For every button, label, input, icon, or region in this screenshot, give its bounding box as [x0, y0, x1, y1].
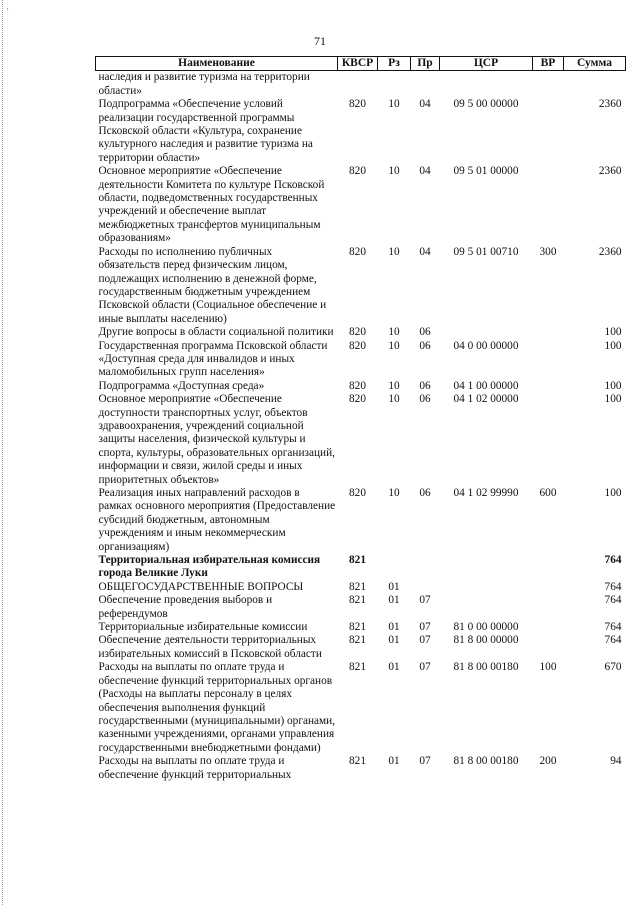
cell-kvsr: 821	[349, 755, 366, 768]
cell-vr	[533, 621, 564, 634]
cell-sum: 764	[604, 580, 622, 593]
cell-rz: 01	[388, 594, 400, 607]
cell-vr	[533, 71, 564, 98]
cell-rz: 01	[388, 634, 400, 647]
cell-name: Обеспечение проведения выборов и референдумов	[98, 594, 273, 620]
cell-rz: 10	[388, 487, 400, 499]
cell-kvsr: 821	[349, 634, 366, 647]
cell-sum: 94	[610, 755, 622, 768]
table-row	[96, 246, 626, 326]
cell-csr: 81 8 00 00000	[453, 634, 519, 647]
cell-name: Основное мероприятие «Обеспечение деятельности Комитета по культуре Псковской области, подведомственных государственных учреждений и обеспечение выплат межбюджетных трансфертов муниципальным образованиям»	[98, 165, 325, 245]
cell-vr	[533, 380, 564, 393]
cell-name: Подпрограмма «Доступная среда»	[98, 379, 265, 392]
cell-pr: 06	[419, 487, 431, 499]
cell-csr: 04 0 00 00000	[453, 339, 519, 352]
cell-name: Обеспечение деятельности территориальных избирательных комиссий в Псковской области	[98, 634, 322, 660]
table-row	[96, 621, 626, 634]
cell-pr: 07	[419, 594, 431, 607]
header-vr: ВР	[533, 57, 564, 71]
cell-pr: 06	[419, 393, 431, 406]
cell-vr	[533, 581, 564, 594]
cell-name: Подпрограмма «Обеспечение условий реализации государственной программы Псковской области «Культура, сохранение культурного наследия и развитие туризма на территории области»	[98, 98, 313, 164]
cell-rz: 01	[388, 755, 400, 768]
cell-sum: 2360	[598, 245, 622, 258]
cell-name: ОБЩЕГОСУДАРСТВЕННЫЕ ВОПРОСЫ	[98, 580, 304, 593]
cell-csr: 04 1 02 00000	[453, 393, 519, 406]
cell-sum: 764	[604, 554, 622, 567]
table-row	[96, 581, 626, 594]
cell-pr: 07	[419, 755, 431, 768]
table-row	[96, 340, 626, 380]
header-rz: Рз	[378, 57, 411, 71]
cell-vr	[533, 340, 564, 380]
cell-pr	[411, 581, 440, 594]
cell-kvsr: 820	[349, 165, 366, 178]
table-row	[96, 393, 626, 487]
table-row	[96, 554, 626, 581]
cell-sum	[564, 71, 626, 98]
cell-vr: 600	[539, 487, 557, 499]
table-row	[96, 594, 626, 621]
cell-pr: 07	[419, 661, 431, 674]
cell-rz: 01	[388, 621, 400, 634]
header-kvsr: КВСР	[338, 57, 378, 71]
cell-kvsr: 820	[349, 379, 366, 392]
cell-pr	[411, 554, 440, 581]
cell-kvsr: 821	[349, 554, 366, 567]
header-csr: ЦСР	[440, 57, 533, 71]
cell-vr: 200	[539, 755, 557, 768]
cell-kvsr: 820	[349, 245, 366, 258]
cell-csr: 81 8 00 00180	[453, 661, 519, 674]
cell-kvsr: 820	[349, 339, 366, 352]
cell-name: Расходы на выплаты по оплате труда и обеспечение функций территориальных	[98, 755, 292, 781]
cell-vr	[533, 165, 564, 245]
cell-name: наследия и развитие туризма на территории области»	[98, 71, 310, 97]
cell-rz: 10	[388, 339, 400, 352]
cell-vr	[533, 594, 564, 621]
cell-sum: 100	[604, 326, 622, 339]
cell-name: Другие вопросы в области социальной политики	[98, 326, 334, 339]
cell-csr: 09 5 01 00000	[453, 165, 519, 178]
cell-csr: 04 1 00 00000	[453, 379, 519, 392]
cell-vr: 300	[539, 245, 557, 258]
cell-kvsr: 821	[349, 621, 366, 634]
cell-rz	[378, 71, 411, 98]
cell-kvsr: 821	[349, 580, 366, 593]
cell-pr: 04	[419, 165, 431, 178]
cell-vr	[533, 393, 564, 487]
cell-pr: 06	[419, 339, 431, 352]
cell-sum: 2360	[598, 165, 622, 178]
cell-kvsr	[338, 71, 378, 98]
cell-csr	[440, 581, 533, 594]
table-row	[96, 755, 626, 782]
cell-sum: 100	[604, 393, 622, 406]
cell-rz	[378, 554, 411, 581]
cell-sum: 764	[604, 621, 622, 634]
table-row	[96, 165, 626, 245]
header-pr: Пр	[411, 57, 440, 71]
cell-name: Расходы по исполнению публичных обязательств перед физическим лицом, подлежащих исполнению в денежной форме, государственным бюджетным учреждением Псковской области (Социальное обеспечение и иные выплаты населению)	[98, 245, 327, 325]
cell-csr	[440, 326, 533, 339]
header-sum: Сумма	[564, 57, 626, 71]
cell-csr: 09 5 00 00000	[453, 98, 519, 111]
cell-pr: 04	[419, 245, 431, 258]
cell-rz: 10	[388, 245, 400, 258]
cell-name: Расходы на выплаты по оплате труда и обеспечение функций территориальных органов (Расходы на выплаты персоналу в целях обеспечения выполнения функций государственными (муниципальными) органами, казенными учреждениями, органами управления государственными внебюджетными фондами)	[98, 661, 336, 754]
table-row	[96, 661, 626, 755]
cell-csr: 09 5 01 00710	[453, 245, 519, 258]
cell-kvsr: 820	[349, 487, 366, 499]
cell-csr	[440, 554, 533, 581]
cell-vr	[533, 634, 564, 661]
cell-name: Основное мероприятие «Обеспечение доступности транспортных услуг, объектов здравоохранения, учреждений социальной защиты населения, физической культуры и спорта, культуры, образовательных организаций, информации и связи, жилой среды и иных приоритетных объектов»	[98, 393, 335, 486]
cell-csr: 81 8 00 00180	[453, 755, 519, 768]
cell-rz: 01	[388, 661, 400, 674]
cell-name: Государственная программа Псковской области «Доступная среда для инвалидов и иных маломобильных групп населения»	[98, 339, 328, 379]
cell-sum: 764	[604, 634, 622, 647]
cell-vr	[533, 326, 564, 339]
table-row	[96, 380, 626, 393]
scan-mark: ·	[6, 4, 9, 14]
cell-csr: 04 1 02 99990	[453, 487, 519, 499]
cell-csr	[440, 594, 533, 621]
cell-pr: 07	[419, 634, 431, 647]
table-header	[96, 57, 626, 71]
cell-csr	[440, 71, 533, 98]
cell-pr	[411, 71, 440, 98]
cell-rz: 10	[388, 326, 400, 339]
header-name: Наименование	[96, 57, 338, 71]
cell-name: Территориальные избирательные комиссии	[98, 621, 308, 634]
cell-kvsr: 820	[349, 393, 366, 406]
cell-kvsr: 820	[349, 326, 366, 339]
cell-vr: 100	[539, 661, 557, 674]
cell-vr	[533, 554, 564, 581]
cell-vr	[533, 98, 564, 165]
cell-sum: 100	[604, 339, 622, 352]
cell-csr: 81 0 00 00000	[453, 621, 519, 634]
cell-rz: 10	[388, 393, 400, 406]
cell-kvsr: 821	[349, 594, 366, 607]
table-row	[96, 326, 626, 339]
cell-rz: 10	[388, 379, 400, 392]
cell-sum: 100	[604, 487, 622, 499]
budget-table	[95, 56, 626, 782]
cell-sum: 670	[604, 661, 622, 674]
cell-rz: 10	[388, 98, 400, 111]
cell-sum: 764	[604, 594, 622, 607]
cell-pr: 07	[419, 621, 431, 634]
cell-pr: 06	[419, 379, 431, 392]
cell-pr: 06	[419, 326, 431, 339]
cell-name: Территориальная избирательная комиссия города Великие Луки	[98, 554, 321, 580]
cell-kvsr: 821	[349, 661, 366, 674]
cell-pr: 04	[419, 98, 431, 111]
table-row	[96, 634, 626, 661]
table-body	[96, 71, 626, 782]
cell-rz: 10	[388, 165, 400, 178]
cell-kvsr: 820	[349, 98, 366, 111]
table-row	[96, 71, 626, 98]
cell-rz: 01	[388, 580, 400, 593]
cell-sum: 2360	[598, 98, 622, 111]
table-row	[96, 98, 626, 165]
table-row	[96, 487, 626, 554]
cell-sum: 100	[604, 379, 622, 392]
cell-name: Реализация иных направлений расходов в рамках основного мероприятия (Предоставление субсидий бюджетным, автономным учреждениям и иным некоммерческим организациям)	[98, 487, 336, 553]
page-number: 71	[314, 34, 326, 48]
binding-edge	[2, 0, 4, 905]
